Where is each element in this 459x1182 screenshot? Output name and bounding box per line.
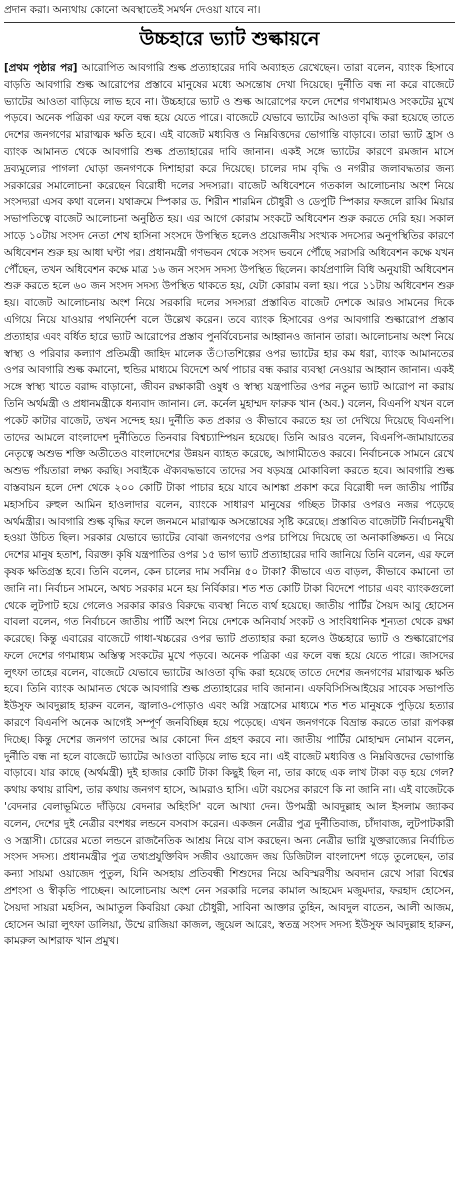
continued-label: [প্রথম পৃষ্ঠার পর]	[4, 62, 78, 74]
previous-article-snippet: প্রদান করা। অন্যথায় কোনো অবস্থাতেই সমর্থন দেওয়া যাবে না।	[4, 0, 455, 23]
article-body	[4, 60, 454, 1178]
article-paragraph	[4, 60, 454, 950]
article-text: আরোপিত আবগারি শুল্ক প্রত্যাহারের দাবি অব্যাহত রেখেছেন। তারা বলেন, ব্যাংক হিসাবে বাড়তি আবগারি শুল্ক আরোপের প্রস্তাবে মানুষের মধ্যে অসন্তোষ দেখা দিয়েছে। দুর্নীতি বন্ধ না করে বাজেটে ভ্যাটের আওতা বাড়িয়ে লাভ হবে না। উচ্চহারে ভ্যাট ও শুল্ক আরোপের ফলে দেশের গণমাধ্যমও সংকটের মুখে পড়বে। অনেক পত্রিকা এর ফলে বন্ধ হয়ে যেতে পারে। বাজেটে যেভাবে ভ্যাটের আওতা বৃদ্ধি করা হয়েছে তাতে দেশের জনগণের মারাত্মক ক্ষতি হবে। এই বাজেট মধ্যবিত্ত ও নিম্নবিত্তদের ভোগান্তি বাড়াবে। তারা ভ্যাট হ্রাস ও ব্যাংক আমানত থেকে আবগারি শুল্ক প্রত্যাহারের দাবি জানান। একই সঙ্গে ভ্যাটের কারণে রমজান মাসে দ্রব্যমূল্যের পাগলা ঘোড়া জনগণকে দিশাহারা করে দিয়েছে। চালের দাম বৃদ্ধি ও নগরীর জলাবদ্ধতার জন্য সরকারের সমালোচনা করেছেন বিরোধী দলের সদস্যরা। বাজেট অধিবেশনে গতকাল আলোচনায় অংশ নিয়ে সংসদ্যরা এসব কথা বলেন। যথাক্রমে স্পিকার ড. শিরীন শারমিন চৌধুরী ও ডেপুটি স্পিকার ফজলে রাব্বি মিয়ার সভাপতিত্বে বাজেট আলোচনা অনুষ্ঠিত হয়। এর আগে কোরাম সংকটে অধিবেশন শুরু করতে দেরি হয়। সকাল সাড়ে ১০টায় সংসদ নেতা শেখ হাসিনা সংসদে উপস্থিত হলেও প্রয়োজনীয় সংখ্যক সদস্যের অনুপস্থিতির কারণে অধিবেশন শুরু হয় আধা ঘণ্টা পর। প্রধানমন্ত্রী গণভবন থেকে সংসদ ভবনে পৌঁছে সরাসরি অধিবেশন কক্ষে যখন পৌঁছেন, তখন অধিবেশন কক্ষে মাত্র ১৬ জন সংসদ সদস্য উপস্থিত ছিলেন। কার্যপ্রণালি বিধি অনুযায়ী অধিবেশন শুরু করতে হলে ৬০ জন সংসদ সদস্য উপস্থিত থাকতে হয়, যেটা কোরাম বলা হয়। পরে ১১টায় অধিবেশন শুরু হয়। বাজেট আলোচনায় অংশ নিয়ে সরকারি দলের সদস্যরা প্রস্তাবিত বাজেট দেশকে আরও সামনের দিকে এগিয়ে নিয়ে যাওয়ার পথনির্দেশ বলে উল্লেখ করেন। তবে ব্যাংক হিসাবের ওপর আবগারি শুল্কারোপ প্রস্তাব প্রত্যাহার এবং বর্ধিত হারে ভ্যাট আরোপের প্রস্তাব পুনর্বিবেচনার আহ্বানও জানান তারা। আলোচনায় অংশ নিয়ে স্বাস্থ্য ও পরিবার কল্যাণ প্রতিমন্ত্রী জাহিদ মালেক তঁাতশিল্পের ওপর ভ্যাটের হার কম ধরা, ব্যাংক আমানতের ওপর আবগারি শুল্ক কমানো, হুন্ডির মাধ্যমে বিদেশে অর্থ পাচার বন্ধ করার ব্যবস্থা নেওয়ার আহ্বান জানান। একই সঙ্গে স্বাস্থ্য খাতে বরাদ্দ বাড়ানো, জীবন রক্ষাকারী ওষুধ ও স্বাস্থ্য যন্ত্রপাতির ওপর নতুন ভ্যাট আরোপ না করায় তিনি অর্থমন্ত্রী ও প্রধানমন্ত্রীকে ধন্যবাদ জানান। লে. কর্নেল মুহাম্মদ ফারুক খান (অব.) বলেন, বিএনপি যখন বলে পকেট কাটার বাজেট, তখন সন্দেহ হয়। দুর্নীতি কত প্রকার ও কীভাবে করতে হয় তা দেখিয়ে দিয়েছে বিএনপি। তাদের আমলে বাংলাদেশ দুর্নীতিতে তিনবার বিশ্বচ্যাম্পিয়ন হয়েছে। তিনি আরও বলেন, বিএনপি-জামায়াতের নেতৃত্বে অশুভ শক্তি অতীতেও বাংলাদেশের উন্নয়ন ব্যাহত করেছে, আগামীতেও করবে। নির্বাচনকে সামনে রেখে অশুভ পাঁয়তারা লক্ষ্য করছি। সবাইকে ঐক্যবদ্ধভাবে তাদের সব ষড়যন্ত্র মোকাবিলা করতে হবে। আবগারি শুল্ক বাস্তবায়ন হলে দেশ থেকে ২০০ কোটি টাকা পাচার হয়ে যাবে আশঙ্কা প্রকাশ করে বিরোধী দল জাতীয় পার্টির মহাসচিব রুহুল আমিন হাওলাদার বলেন, ব্যাংকে সাধারণ মানুষের গচ্ছিত টাকার ওপরও নজর পড়েছে অর্থমন্ত্রীর। আবগারি শুল্ক বৃদ্ধির ফলে জনমনে মারাত্মক অসন্তোষের সৃষ্টি করেছে। প্রস্তাবিত বাজেটটি নির্বাচনমুখী হওয়া উচিত ছিল। সরকার যেভাবে ভ্যাটের বোঝা জনগণের ওপর চাপিয়ে দিয়েছে তা অনাকাঙ্ক্ষিত। এ নিয়ে দেশের মানুষ হতাশ, বিরক্ত। কৃষি যন্ত্রপাতির ওপর ১৫ ভাগ ভ্যাট প্রত্যাহারের দাবি জানিয়ে তিনি বলেন, এর ফলে কৃষক ক্ষতিগ্রস্ত হবে। তিনি বলেন, কেন চালের দাম সর্বনিম্ন ৫০ টাকা? কীভাবে এত বাড়ল, কীভাবে কমানো তা জানি না। নির্বাচন সামনে, অথচ সরকার মনে হয় নির্বিকার। শত শত কোটি টাকা বিদেশে পাচার এবং ব্যাংকগুলো থেকে লুটপাট হয়ে গেলেও সরকার কারও বিরুদ্ধে ব্যবস্থা নিতে ব্যর্থ হয়েছে। জাতীয় পার্টির সৈয়দ আবু হোসেন বাবলা বলেন, গত নির্বাচনে জাতীয় পার্টি অংশ নিয়ে দেশকে অনিবার্য সংকট ও সাংবিধানিক শূন্যতা থেকে রক্ষা করেছে। কিন্তু এবারের বাজেটে গাধা-খচ্চরের ওপর ভ্যাট প্রত্যাহার করা হলেও উচ্চহারে ভ্যাট ও শুল্কারোপের ফলে দেশের গণমাধ্যম অস্তিত্ব সংকটের মুখে পড়বে। অনেক পত্রিকা এর ফলে বন্ধ হয়ে যেতে পারে। জাসদের লুৎফা তাহের বলেন, বাজেটে যেভাবে ভ্যাটের আওতা বৃদ্ধি করা হয়েছে তাতে দেশের জনগণের মারাত্মক ক্ষতি হবে। তিনি ব্যাংক আমানত থেকে আবগারি শুল্ক প্রত্যাহারের দাবি জানান। এফবিসিসিআইয়ের সাবেক সভাপতি ইউসুফ আবদুল্লাহ হারুন বলেন, জ্বালাও-পোড়াও এবং অগ্নি সন্ত্রাসের মাধ্যমে শত শত মানুষকে পুড়িয়ে হত্যার কারণে বিএনপি অনেক আগেই সম্পূর্ণ জনবিচ্ছিন্ন হয়ে পড়েছে। এখন জনগণকে বিভ্রান্ত করতে তারা রূপকল্প দিচ্ছে। কিন্তু দেশের জনগণ তাদের আর কোনো দিন গ্রহণ করবে না। জাতীয় পার্টির মোহাম্মদ নোমান বলেন, দুর্নীতি বন্ধ না হলে বাজেটে ভ্যাটের আওতা বাড়িয়ে লাভ হবে না। এই বাজেট মধ্যবিত্ত ও নিম্নবিত্তদের ভোগান্তি বাড়াবে। যার কাছে (অর্থমন্ত্রী) দুই হাজার কোটি টাকা কিছুই ছিল না, তার কাছে এক লাখ টাকা বড় হয়ে গেল? কথায় কথায় রাবিশ, তার কথায় জনগণ হাসে, আমরাও হাসি। এটা বয়সের কারণে কি না জানি না। এই বাজেটকে 'বেদনার বেলাভূমিতে দাঁড়িয়ে বেদনার অহিংসি' বলে আখ্যা দেন। উপমন্ত্রী আবদুল্লাহ আল ইসলাম জ্যাকব বলেন, দেশের দুই নেত্রীর বংশধর লন্ডনে বসবাস করেন। একজন নেত্রীর পুত্র দুর্নীতিবাজ, চাঁদাবাজ, লুটপাটকারী ও সন্ত্রাসী। চোরের মতো লন্ডনে রাজনৈতিক আশ্রয় নিয়ে বাস করছেন। অন্য নেত্রীর ভাগ্নি যুক্তরাজ্যের নির্বাচিত সংসদ সদস্য। প্রধানমন্ত্রীর পুত্র তথ্যপ্রযুক্তিবিদ সজীব ওয়াজেদ জয় ডিজিটাল বাংলাদেশ গড়ে তুলেছেন, তার কন্যা সায়মা ওয়াজেদ পুতুল, যিনি অসহায় প্রতিবন্ধী শিশুদের নিয়ে অবিস্মরণীয় অবদান রেখে সারা বিশ্বের প্রশংসা ও স্বীকৃতি পাচ্ছেন। আলোচনায় অংশ নেন সরকারি দলের কামাল আহমেদ মজুমদার, ফরহাদ হোসেন, সৈয়দা সায়রা মহসিন, আমাতুল কিবরিয়া কেয়া চৌধুরী, সাবিনা আক্তার তুহিন, আবদুল বাতেন, আলী আজম, হোসেন আরা লুৎফা ডালিয়া, উম্মে রাজিয়া কাজল, জুয়েল আরেং, স্বতন্ত্র সংসদ সদস্য ইউসুফ আবদুল্লাহ হারুন, কামরুল আশরাফ খান প্রমুখ।	[4, 62, 454, 948]
article-headline: উচ্চহারে ভ্যাট শুল্কায়নে	[139, 28, 320, 50]
